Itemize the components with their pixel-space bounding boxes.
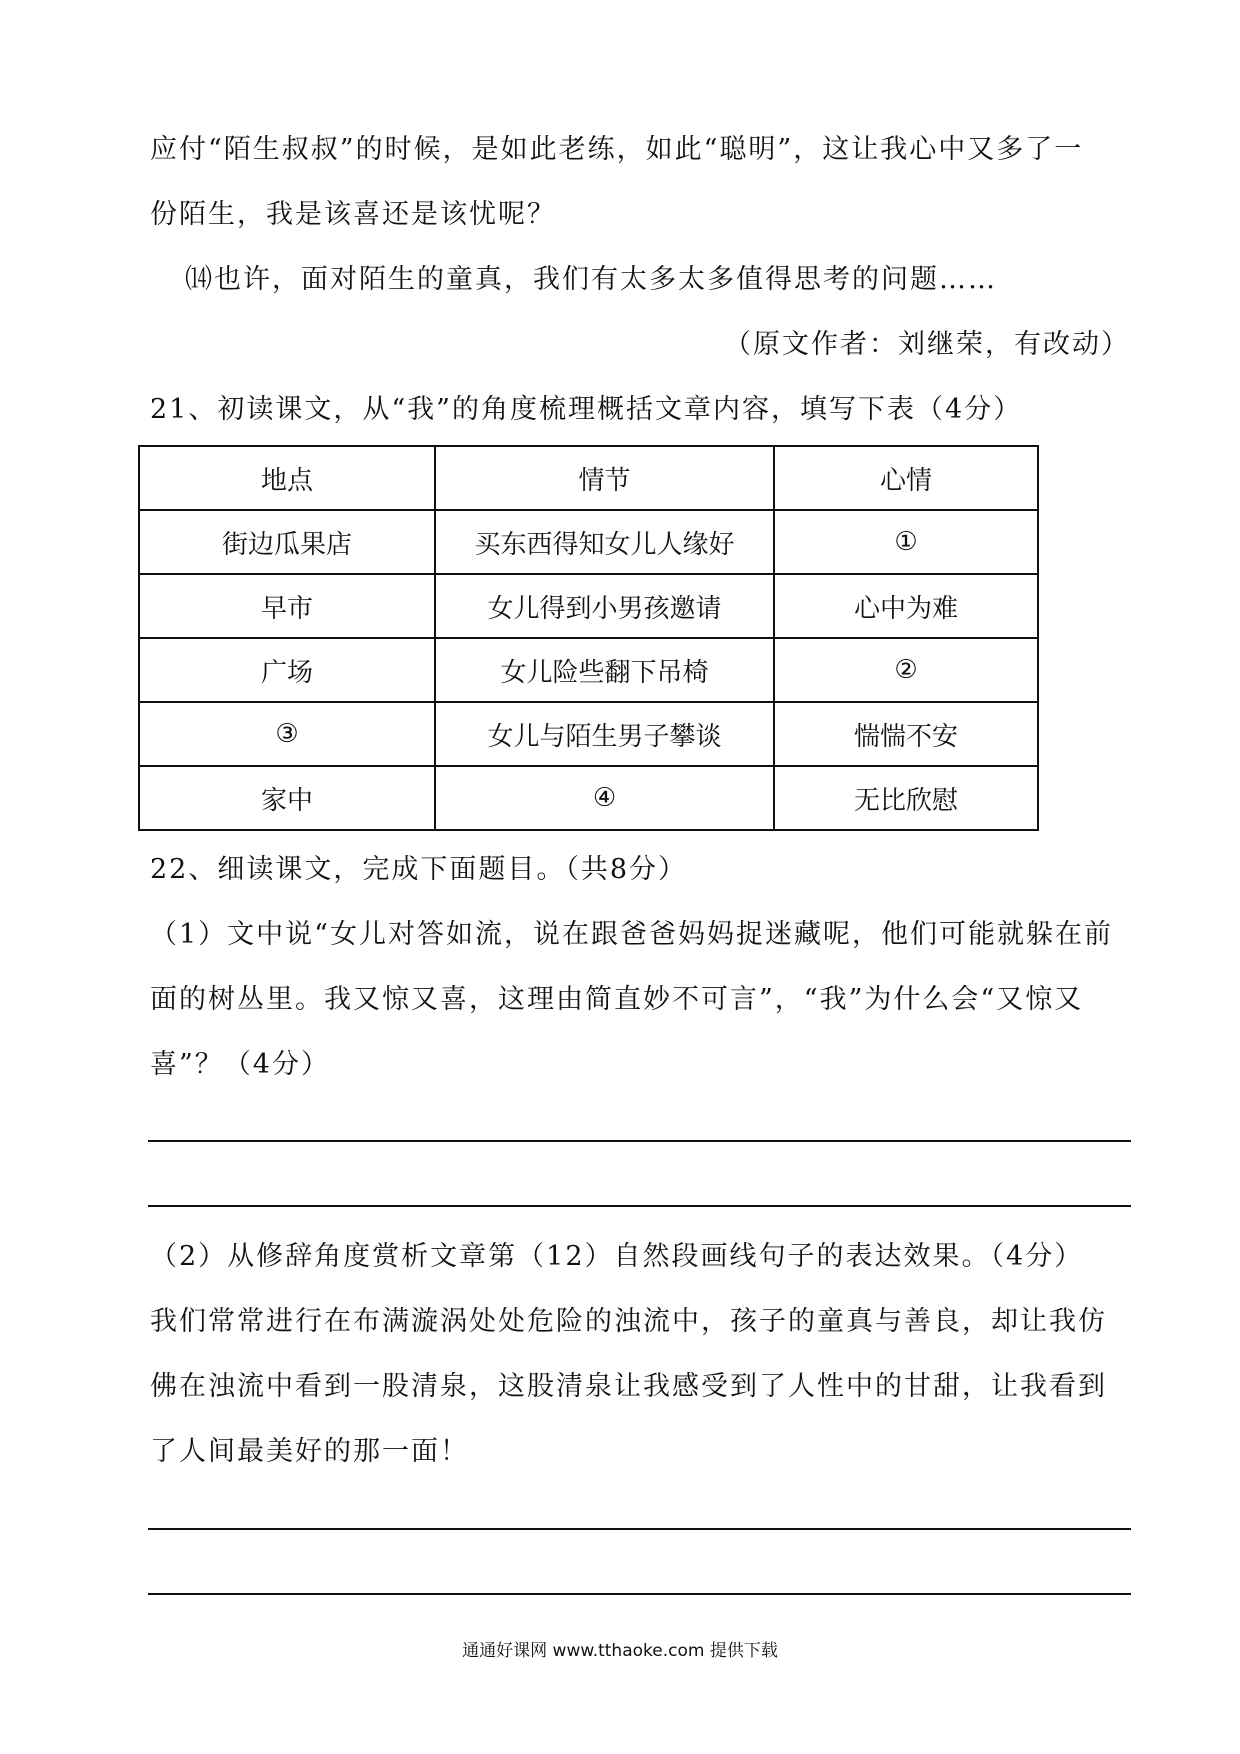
table-cell: 心中为难 <box>774 574 1038 638</box>
passage-line-1: 应付“陌生叔叔”的时候，是如此老练，如此“聪明”，这让我心中又多了一 <box>150 134 1084 165</box>
table-row <box>139 638 1038 702</box>
table-cell: 惴惴不安 <box>774 702 1038 766</box>
table-cell: ① <box>774 510 1038 574</box>
passage-line-14: ⒁也许，面对陌生的童真，我们有太多太多值得思考的问题…… <box>185 264 997 295</box>
answer-line[interactable] <box>148 1205 1131 1207</box>
table-cell: 家中 <box>139 766 435 830</box>
table-cell: 早市 <box>139 574 435 638</box>
header-plot: 情节 <box>435 446 774 510</box>
source-attribution: （原文作者：刘继荣，有改动） <box>724 329 1130 360</box>
table-cell: 女儿险些翻下吊椅 <box>435 638 774 702</box>
question-22-1-line-1: （1）文中说“女儿对答如流，说在跟爸爸妈妈捉迷藏呢，他们可能就躲在前 <box>150 919 1113 950</box>
table-cell: 买东西得知女儿人缘好 <box>435 510 774 574</box>
table-row <box>139 510 1038 574</box>
question-22-1-line-2: 面的树丛里。我又惊又喜，这理由简直妙不可言”，“我”为什么会“又惊又 <box>150 984 1084 1015</box>
table-row <box>139 766 1038 830</box>
table-cell: 女儿得到小男孩邀请 <box>435 574 774 638</box>
header-location: 地点 <box>139 446 435 510</box>
question-21-prompt: 21、初读课文，从“我”的角度梳理概括文章内容，填写下表（4分） <box>150 394 1023 425</box>
table-row <box>139 574 1038 638</box>
table-cell: 女儿与陌生男子攀谈 <box>435 702 774 766</box>
question-22-2-prompt: （2）从修辞角度赏析文章第（12）自然段画线句子的表达效果。（4分） <box>150 1241 1084 1272</box>
answer-line[interactable] <box>148 1528 1131 1530</box>
answer-line[interactable] <box>148 1140 1131 1142</box>
quoted-sentence-line-2: 佛在浊流中看到一股清泉，这股清泉让我感受到了人性中的甘甜，让我看到 <box>150 1371 1107 1402</box>
table-header-row <box>139 446 1038 510</box>
table-cell: 广场 <box>139 638 435 702</box>
table-cell: 街边瓜果店 <box>139 510 435 574</box>
table-cell: ④ <box>435 766 774 830</box>
header-mood: 心情 <box>774 446 1038 510</box>
passage-line-2: 份陌生，我是该喜还是该忧呢？ <box>150 199 556 230</box>
question-22-prompt: 22、细读课文，完成下面题目。（共8分） <box>150 854 688 885</box>
table-cell: ③ <box>139 702 435 766</box>
table-cell: 无比欣慰 <box>774 766 1038 830</box>
question-22-1-line-3: 喜”？（4分） <box>150 1049 330 1080</box>
summary-table <box>138 445 1039 831</box>
page-footer: 通通好课网 www.tthaoke.com 提供下载 <box>462 1641 778 1661</box>
answer-line[interactable] <box>148 1593 1131 1595</box>
quoted-sentence-line-1: 我们常常进行在布满漩涡处处危险的浊流中，孩子的童真与善良，却让我仿 <box>150 1306 1107 1337</box>
quoted-sentence-line-3: 了人间最美好的那一面！ <box>150 1436 469 1467</box>
table-cell: ② <box>774 638 1038 702</box>
table-row <box>139 702 1038 766</box>
